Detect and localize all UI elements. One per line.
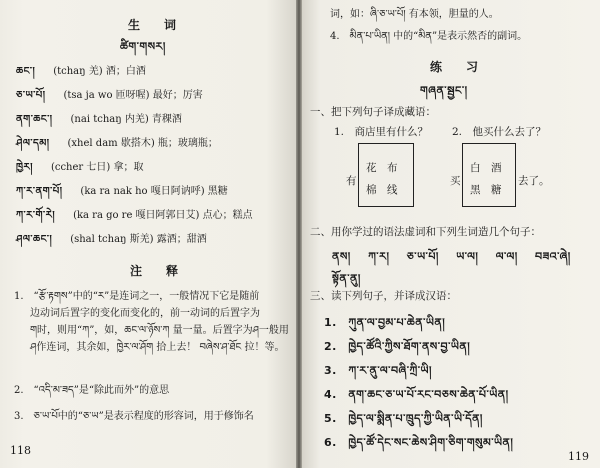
page-number: 118 — [10, 444, 31, 457]
vocab-row — [16, 228, 207, 256]
question: 2. 他买什么去了？ — [452, 126, 547, 138]
word-list — [332, 244, 571, 275]
vocab-tibetan: ཅ་ཡ་པོ། — [16, 90, 46, 101]
note-line: 1. “རྩོ་རྟགས”中的“ར”是连词之一，一般情况下它是随前 — [14, 291, 260, 302]
note-line: 4. མིན་པ་ཡིན། 中的“མིན”是表示然否的副词。 — [330, 31, 528, 42]
sentence: 6. ཁྱེད་ཚོ་དེང་སང་ཆེས་ཤིག་ཅིག་གསུམ་ཡིན། — [324, 436, 514, 449]
vocab-gloss: (ka ra go re 嘎日阿郭日艾) 点心；糕点 — [73, 210, 253, 221]
note-line: 2. “འདི་མ་ཟད”是“除此而外”的意思 — [14, 385, 170, 396]
page-number: 119 — [568, 450, 589, 463]
left-page — [0, 0, 296, 468]
vocab-tibetan: ཤལ་ཆང་། — [16, 234, 53, 245]
sentence: 5. ཁྱེད་ལ་སྨིན་པ་ཁྲུད་ཀྱི་ཡིན་ཡི་དོན། — [324, 412, 483, 425]
vocab-gloss: (tchaŋ 羌) 酒；白酒 — [53, 66, 146, 77]
sentence: 1. ཀུན་ལ་བྱམ་པ་ཆེན་ཡིན། — [324, 316, 446, 329]
box-word: 白 酒 — [470, 162, 502, 174]
vocab-gloss: (xhel dam 歇搭木) 瓶；玻璃瓶； — [67, 138, 218, 149]
vocab-title: 生 词 — [128, 18, 183, 32]
box-word: 黑 糖 — [470, 184, 502, 196]
vocab-tibetan: ཆང་། — [16, 66, 36, 77]
box-word: 花 布 — [366, 162, 398, 174]
exercise-title-tibetan: གཞན་སྦྱང་། — [420, 84, 468, 97]
word: ཅ་ཡ་པོ། — [406, 250, 439, 263]
note-line: ཤ作连词，其余如，ཁྱེར་ལ་ཤོག 拾上去！ བཞེས་ཤ་ཐོང 拉！等。 — [30, 342, 285, 353]
word: བཟའ་ཞེ། — [535, 250, 571, 263]
section-heading: 三、读下列句子，并译成汉语： — [310, 290, 457, 302]
word-box — [462, 143, 516, 207]
notes-title: 注 释 — [130, 264, 185, 278]
exercise-title: 练 习 — [430, 60, 485, 74]
vocab-gloss: (tsa ja wo 匝呀喔) 最好；厉害 — [63, 90, 203, 101]
sentence: 2. ཁྱེད་ཚོའི་ཀྱིས་ཐོག་ནས་བྱ་ཡིན། — [324, 340, 471, 353]
note-line: 边动词后置字的变化而变化的，前一动词的后置字为 — [30, 308, 260, 319]
note-continuation: 词，如：ཞི་ཅ་ཡ་པོ། 有本领，胆量的人。 — [330, 9, 499, 20]
vocab-tibetan: ཁྱེར། — [16, 162, 33, 173]
vocab-gloss: (shal tchaŋ 斯羌) 露酒；甜酒 — [70, 234, 207, 245]
section-heading: 一、把下列句子译成藏语： — [310, 106, 436, 118]
right-page — [302, 0, 600, 468]
vocab-tibetan: ཀ་ར་གོ་རེ། — [16, 210, 56, 221]
section-heading: 二、用你学过的语法虚词和下列生词造几个句子： — [310, 226, 541, 238]
vocab-tibetan: ཤེལ་དམ། — [16, 138, 50, 149]
sentence: 3. ཀ་ར་ནུ་ལ་བཞི་ཀྲི་ཡི། — [324, 364, 432, 377]
vocab-gloss: (ka ra nak ho 嘎日阿讷呼) 黑糖 — [80, 186, 228, 197]
vocab-gloss: (nai tchaŋ 内羌) 青稞酒 — [70, 114, 182, 125]
word: ལ་ལ། — [495, 250, 518, 263]
box-prefix: 买 — [450, 175, 461, 187]
word: ཡ་ལ། — [456, 250, 479, 263]
box-prefix: 有 — [346, 175, 357, 187]
word: སྟོན་ནུ། — [332, 272, 361, 285]
box-suffix: 去了。 — [518, 175, 550, 187]
word-box — [358, 143, 414, 207]
box-word: 棉 线 — [366, 184, 398, 196]
note-line: 3. ཅ་ཡ་པོ中的“ཅ་ཡ”是表示程度的形容词，用于修饰名 — [14, 411, 254, 422]
question: 1. 商店里有什么？ — [334, 126, 429, 138]
vocab-title-tibetan: ཚིག་གསར། — [120, 40, 166, 53]
note-line: ག时，则用“ཀ”，如，ཆང་ལ་ཉོས་ཀ 量一量。后置字为ཤ一般用 — [30, 325, 289, 336]
word: ནས། — [332, 250, 351, 263]
vocab-tibetan: ནག་ཆང་། — [16, 114, 53, 125]
word: ཀ་ར། — [368, 250, 390, 263]
vocab-tibetan: ཀ་ར་ནག་པོ། — [16, 186, 63, 197]
sentence: 4. ནག་ཆང་ཅ་ཡ་པོ་རང་བཅས་ཆེན་པོ་ཡིན། — [324, 388, 509, 401]
vocab-gloss: (ccher 七日) 拿；取 — [50, 162, 144, 173]
